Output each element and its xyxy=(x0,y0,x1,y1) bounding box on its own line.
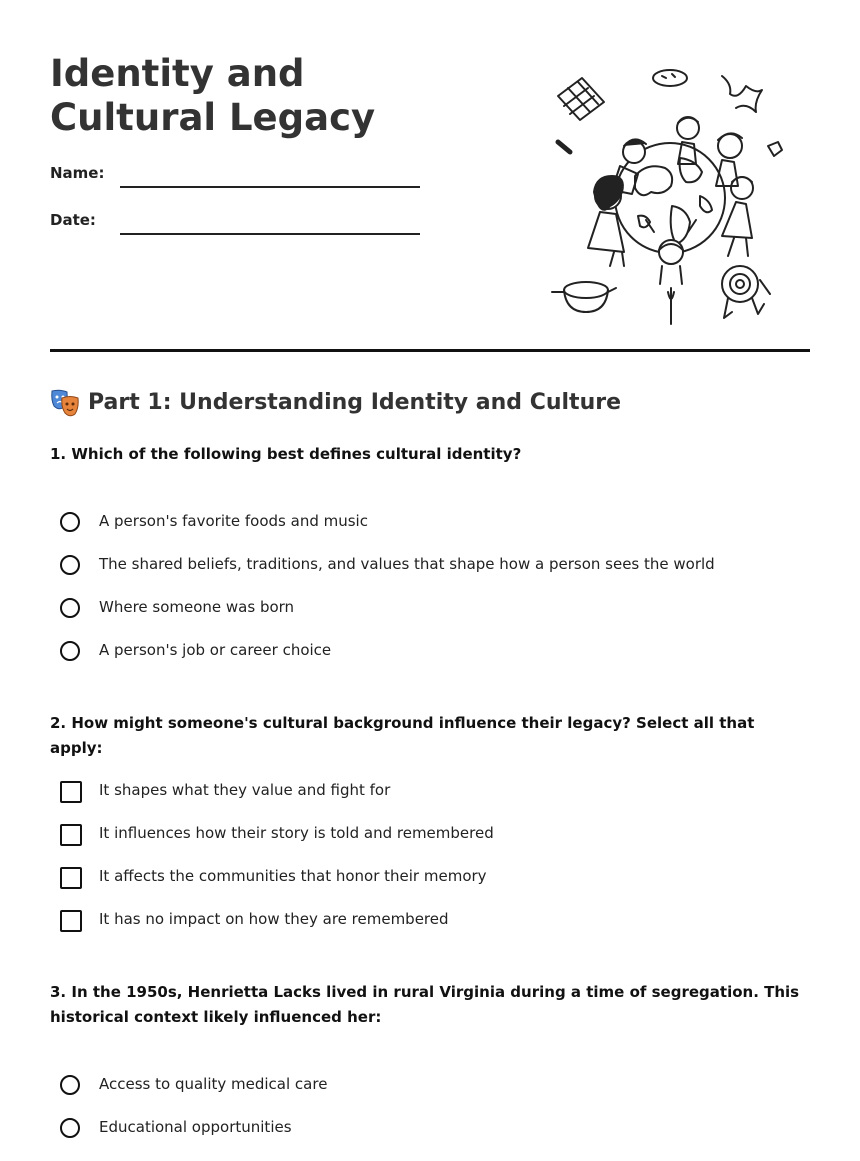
radio-button[interactable] xyxy=(60,1075,80,1095)
question-3: 3. In the 1950s, Henrietta Lacks lived in rural Virginia during a time of segregation. This historical context likely influenced her: xyxy=(50,983,800,1026)
q1-option-1[interactable] xyxy=(60,510,780,536)
option-label: It affects the communities that honor their memory xyxy=(99,867,487,885)
q3-option-2[interactable] xyxy=(60,1116,780,1142)
q2-option-3[interactable] xyxy=(60,865,780,891)
part1-heading xyxy=(50,386,621,420)
date-input-line[interactable] xyxy=(120,233,420,235)
option-label: Where someone was born xyxy=(99,598,295,616)
radio-button[interactable] xyxy=(60,555,80,575)
q1-option-4[interactable] xyxy=(60,639,780,665)
option-label: A person's favorite foods and music xyxy=(99,512,368,530)
option-label: Access to quality medical care xyxy=(99,1075,328,1093)
radio-button[interactable] xyxy=(60,641,80,661)
date-label: Date: xyxy=(50,211,96,229)
option-label: It shapes what they value and fight for xyxy=(99,781,391,799)
checkbox[interactable] xyxy=(60,824,82,846)
name-field[interactable] xyxy=(50,164,420,190)
option-label: The shared beliefs, traditions, and values that shape how a person sees the world xyxy=(99,555,715,573)
header-divider xyxy=(50,349,810,352)
radio-button[interactable] xyxy=(60,512,80,532)
radio-button[interactable] xyxy=(60,1118,80,1138)
q2-option-4[interactable] xyxy=(60,908,780,934)
part1-title: Part 1: Understanding Identity and Culture xyxy=(88,390,621,415)
name-input-line[interactable] xyxy=(120,186,420,188)
checkbox[interactable] xyxy=(60,910,82,932)
name-label: Name: xyxy=(50,164,105,182)
q1-option-3[interactable] xyxy=(60,596,780,622)
worksheet-header xyxy=(50,50,810,340)
theater-masks-icon xyxy=(50,388,80,418)
question-2: 2. How might someone's cultural background influence their legacy? Select all that apply: xyxy=(50,714,755,757)
option-label: A person's job or career choice xyxy=(99,641,332,659)
date-field[interactable] xyxy=(50,211,420,237)
q2-option-1[interactable] xyxy=(60,779,780,805)
checkbox[interactable] xyxy=(60,781,82,803)
question-1: 1. Which of the following best defines cultural identity? xyxy=(50,445,522,463)
worksheet-title: Identity and Cultural Legacy xyxy=(50,52,376,139)
children-around-globe-illustration xyxy=(550,66,790,328)
q1-option-2[interactable] xyxy=(60,553,780,579)
radio-button[interactable] xyxy=(60,598,80,618)
q3-option-1[interactable] xyxy=(60,1073,780,1099)
checkbox[interactable] xyxy=(60,867,82,889)
option-label: It has no impact on how they are remembered xyxy=(99,910,449,928)
q2-option-2[interactable] xyxy=(60,822,780,848)
option-label: Educational opportunities xyxy=(99,1118,292,1136)
option-label: It influences how their story is told and remembered xyxy=(99,824,494,842)
